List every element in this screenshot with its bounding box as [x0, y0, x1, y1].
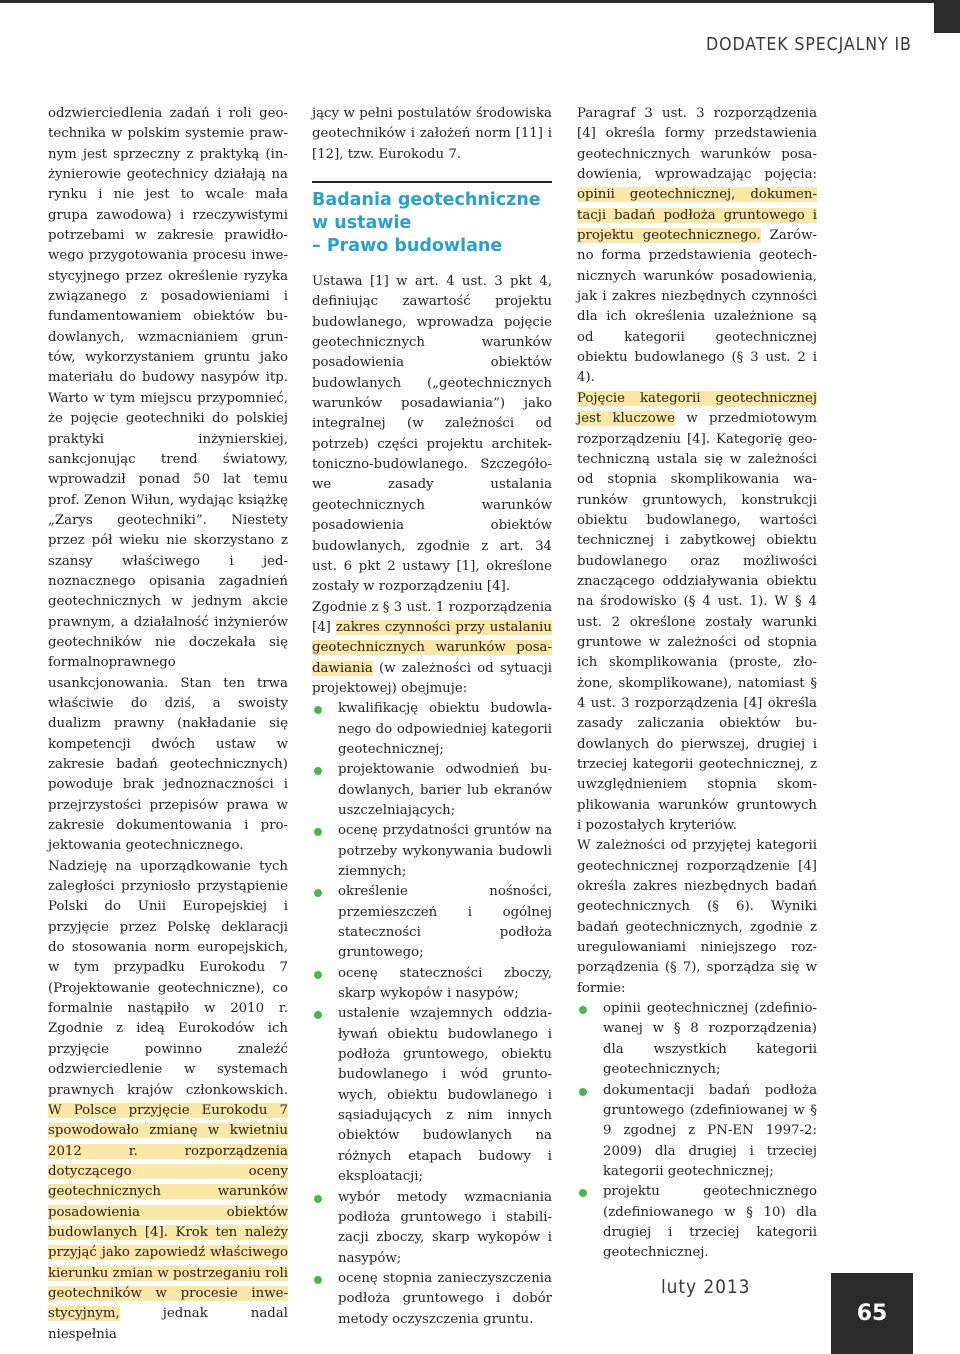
top-rule: [0, 0, 960, 3]
page-number: 65: [831, 1273, 913, 1354]
list-item: ustalenie wzajemnych oddziaływań obiektu budowlanego i podłoża gruntowego, obiektu budowlanego i wód gruntowych, obiektu budowlanego i sąsiadujących z nim innych obiektów budowlanych na różnych etapach budowy i eksploatacji;: [312, 1004, 552, 1187]
text-run: Paragraf 3 ust. 3 rozporządzenia [4] określa formy przedstawienia geotechnicznych warunków posadowienia, wprowadzając pojęcia:: [577, 106, 817, 183]
list-item: dokumentacji badań podłoża gruntowego (zdefiniowanej w § 9 zgodnej z PN-EN 1997-2: 2009) dla drugiej i trzeciej kategorii geotechnicznej;: [577, 1081, 817, 1183]
bullet-icon: [314, 889, 322, 897]
bullet-icon: [314, 1276, 322, 1284]
issue-date: luty 2013: [661, 1276, 751, 1298]
list-item: ocenę stateczności zboczy, skarp wykopów i nasypów;: [312, 964, 552, 1005]
heading-line: Badania geotechniczne: [312, 190, 541, 211]
paragraph: [312, 598, 552, 700]
column-3: [577, 104, 817, 1264]
text-run: Zarówno forma przedstawienia geotechnicznych warunków posadowienia, jak i zakres niezbędnych czynności dla ich określenia uzależnione są od kategorii geotechnicznej obiektu budowlanego (§ 3 ust. 2 i 4).: [577, 228, 817, 386]
section-header: DODATEK SPECJALNY IB: [706, 34, 912, 55]
bullet-icon: [579, 1189, 587, 1197]
list-item: ocenę stopnia zanieczyszczenia podłoża gruntowego i dobór metody oczyszczenia gruntu.: [312, 1269, 552, 1330]
column-2: [312, 104, 552, 1330]
highlighted-text: Pojęcie kategorii geotechnicznej jest kluczowe: [577, 390, 817, 427]
paragraph: [577, 389, 817, 837]
text-run: jednak nadal niespełnia: [48, 1306, 288, 1342]
text-run: (w zależności od sytuacji projektowej) obejmuje:: [312, 660, 552, 696]
bullet-list: [577, 999, 817, 1263]
column-1: [48, 104, 288, 1345]
corner-marker: [934, 0, 960, 33]
list-item: wybór metody wzmacniania podłoża gruntowego i stabilizacji zboczy, skarp wykopów i nasypów;: [312, 1188, 552, 1269]
bullet-icon: [579, 1006, 587, 1014]
text-run: Nadzieję na uporządkowanie tych zaległości przyniosło przystąpienie Polski do Unii Europejskiej i przyjęcie przez Polskę deklaracji do stosowania norm europejskich, w tym przypadku Eurokodu 7 (Projektowanie geotechniczne), co formalnie nastąpiło w 2010 r. Zgodnie z ideą Eurokodów ich przyjęcie powinno znaleźć odzwierciedlenie w systemach prawnych krajów członkowskich.: [48, 858, 288, 1098]
paragraph: [48, 857, 288, 1345]
text-run: Zgodnie z § 3 ust. 1 rozporządzenia [4]: [312, 599, 552, 635]
paragraph: W zależności od przyjętej kategorii geotechnicznej rozporządzenie [4] określa zakres niezbędnych badań geotechnicznych (§ 6). Wyniki badań geotechnicznych, zgodnie z uregulowaniami niniejszego rozporządzenia (§ 7), sporządza się w formie:: [577, 838, 817, 996]
heading-line: – Prawo budowlane: [312, 236, 503, 257]
bullet-icon: [314, 1195, 322, 1203]
list-item: kwalifikację obiektu budowlanego do odpowiedniej kategorii geotechnicznej;: [312, 699, 552, 760]
highlighted-text: zakres czynności przy ustalaniu geotechnicznych warunków posadawiania: [312, 619, 552, 676]
bullet-icon: [314, 1011, 322, 1019]
paragraph: [577, 104, 817, 389]
bullet-icon: [314, 706, 322, 714]
bullet-icon: [314, 767, 322, 775]
highlighted-text: W Polsce przyjęcie Eurokodu 7 spowodowało zmianę w kwietniu 2012 r. rozporządzenia dotyczącego oceny geotechnicznych warunków posadowienia obiektów budowlanych [4]. Krok ten należy przyjąć jako zapowiedź właściwego kierunku zmian w postrzeganiu roli geotechników w procesie inwestycyjnym,: [48, 1102, 288, 1322]
paragraph: Ustawa [1] w art. 4 ust. 3 pkt 4, definiując zawartość projektu budowlanego, wprowadza pojęcie geotechnicznych warunków posadowienia obiektów budowlanych („geotechnicznych warunków posadawiania”) jako integralnej (w zależności od potrzeb) części projektu architektoniczno-budowlanego. Szczegółowe zasady ustalania geotechnicznych warunków posadowienia obiektów budowlanych, zgodnie z art. 34 ust. 6 pkt 2 ustawy [1], określone zostały w rozporządzeniu [4].: [312, 274, 552, 595]
list-item: projektowanie odwodnień budowlanych, barier lub ekranów uszczelniających;: [312, 760, 552, 821]
highlighted-text: opinii geotechnicznej, dokumentacji badań podłoża gruntowego i projektu geotechnicznego.: [577, 187, 817, 244]
bullet-icon: [314, 971, 322, 979]
list-item: projektu geotechnicznego (zdefiniowanego w § 10) dla drugiej i trzeciej kategorii geotechnicznej.: [577, 1182, 817, 1263]
bullet-icon: [314, 828, 322, 836]
paragraph: odzwierciedlenia zadań i roli geotechnika w polskim systemie prawnym jest sprzeczny z praktyką (inżynierowie geotechnicy działają na rynku i nie jest to wcale mała grupa zawodowa) i rzeczywistymi potrzebami w zakresie prawidłowego przygotowania procesu inwestycyjnego przez określenie ryzyka związanego z posadowieniami i fundamentowaniem obiektów budowlanych, wzmacnianiem gruntów, wykorzystaniem gruntu jako materiału do budowy nasypów itp. Warto w tym miejscu przypomnieć, że pojęcie geotechniki do polskiej praktyki inżynierskiej, sankcjonując trend światowy, wprowadził ponad 50 lat temu prof. Zenon Wiłun, wydając książkę „Zarys geotechniki”. Niestety przez pół wieku nie skorzystano z szansy właściwego i jednoznacznego opisania zagadnień geotechnicznych w jednym akcie prawnym, a działalność inżynierów geotechników nie doczekała się formalnoprawnego usankcjonowania. Stan ten trwa właściwie do dziś, a swoisty dualizm prawny (nakładanie się kompetencji dwóch ustaw w zakresie badań geotechnicznych) powoduje brak jednoznaczności i przejrzystości przepisów prawa w zakresie dokumentowania i projektowania geotechnicznego.: [48, 106, 288, 854]
bullet-list: [312, 699, 552, 1330]
text-run: w przedmiotowym rozporządzeniu [4]. Kategorię geotechniczną ustala się w zależności od stopnia skomplikowania warunków gruntowych, konstrukcji obiektu budowlanego, wartości technicznej i zabytkowej obiektu budowlanego oraz możliwości znaczącego oddziaływania obiektu na środowisko (§ 4 ust. 1). W § 4 ust. 2 określone zostały warunki gruntowe w zależności od stopnia ich skomplikowania (proste, złożone, skomplikowane), natomiast § 4 ust. 3 rozporządzenia [4] określa zasady zaliczania obiektów budowlanych do pierwszej, drugiej i trzeciej kategorii geotechnicznej, z uwzględnieniem stopnia skomplikowania warunków gruntowych i pozostałych kryteriów.: [577, 411, 817, 834]
bullet-icon: [579, 1088, 587, 1096]
list-item: opinii geotechnicznej (zdefiniowanej w § 8 rozporządzenia) dla wszystkich kategorii geotechnicznych;: [577, 999, 817, 1080]
paragraph: jący w pełni postulatów środowiska geotechników i założeń norm [11] i [12], tzw. Eurokodu 7.: [312, 106, 552, 162]
list-item: ocenę przydatności gruntów na potrzeby wykonywania budowli ziemnych;: [312, 821, 552, 882]
heading-line: w ustawie: [312, 213, 412, 234]
subsection-heading: [312, 181, 552, 258]
list-item: określenie nośności, przemieszczeń i ogólnej stateczności podłoża gruntowego;: [312, 882, 552, 963]
